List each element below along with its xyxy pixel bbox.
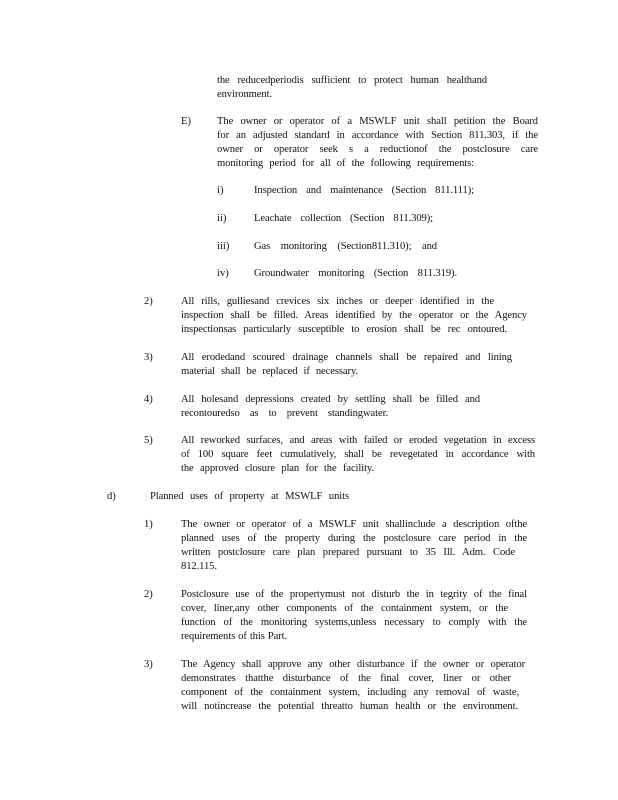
- item-paragraph: [181, 393, 480, 421]
- text-line: demonstrates thatthe disturbance of the final cover, liner or other: [181, 673, 511, 684]
- text-line: the approved closure plan for the facility.: [181, 463, 374, 474]
- text-line: the reducedperiodis sufficient to protect human healthand: [217, 75, 487, 86]
- item-label: 2): [144, 296, 153, 307]
- text-line: environment.: [217, 89, 272, 100]
- text-line: monitoring period for all of the following requirements:: [217, 158, 474, 169]
- item-label: 5): [144, 435, 153, 446]
- item-paragraph: [181, 588, 527, 644]
- text-line: inspection shall be filled. Areas identified by the operator or the Agency: [181, 310, 527, 321]
- text-line: cover, liner,any other components of the containment system, or the: [181, 603, 508, 614]
- text-line: function of the monitoring systems,unless necessary to comply with the: [181, 617, 527, 628]
- text-line: of 100 square feet cumulatively, shall be revegetated in accordance with: [181, 449, 535, 460]
- item-e-paragraph: [217, 115, 538, 171]
- subitem-label: iv): [217, 268, 229, 279]
- text-line: All reworked surfaces, and areas with failed or eroded vegetation in excess: [181, 435, 535, 446]
- subitem-text: Leachate collection (Section 811.309);: [254, 213, 433, 224]
- text-line: inspectionsas particularly susceptible to erosion shall be rec ontoured.: [181, 324, 507, 335]
- text-line: The Agency shall approve any other disturbance if the owner or operator: [181, 659, 525, 670]
- text-line: for an adjusted standard in accordance with Section 811.303, if the: [217, 130, 538, 141]
- text-line: requirements of this Part.: [181, 631, 287, 642]
- subitem-label: ii): [217, 213, 227, 224]
- text-line: 812.115.: [181, 561, 217, 572]
- item-label: 2): [144, 589, 153, 600]
- text-line: The owner or operator of a MSWLF unit shallinclude a description ofthe: [181, 519, 527, 530]
- item-label: 1): [144, 519, 153, 530]
- subitem-text: Gas monitoring (Section811.310); and: [254, 241, 437, 252]
- item-label: 4): [144, 394, 153, 405]
- text-line: will notincrease the potential threatto human health or the environment.: [181, 701, 518, 712]
- subitem-label: iii): [217, 241, 230, 252]
- text-line: material shall be replaced if necessary.: [181, 366, 358, 377]
- text-line: component of the containment system, including any removal of waste,: [181, 687, 519, 698]
- item-paragraph: [181, 295, 527, 337]
- text-line: Postclosure use of the propertymust not disturb the in tegrity of the final: [181, 589, 527, 600]
- intro-paragraph: [217, 74, 487, 102]
- text-line: The owner or operator of a MSWLF unit shall petition the Board: [217, 116, 538, 127]
- item-label: 3): [144, 352, 153, 363]
- text-line: written postclosure care plan prepared pursuant to 35 Ill. Adm. Code: [181, 547, 515, 558]
- item-paragraph: [181, 518, 527, 574]
- subitem-text: Groundwater monitoring (Section 811.319).: [254, 268, 457, 279]
- text-line: owner or operator seek s a reductionof the postclosure care: [217, 144, 538, 155]
- text-line: recontouredso as to prevent standingwater.: [181, 408, 388, 419]
- text-line: All holesand depressions created by settling shall be filled and: [181, 394, 480, 405]
- subitem-label: i): [217, 185, 224, 196]
- subitem-text: Inspection and maintenance (Section 811.111);: [254, 185, 474, 196]
- item-paragraph: [181, 434, 535, 476]
- text-line: planned uses of the property during the postclosure care period in the: [181, 533, 527, 544]
- item-label-e: E): [181, 116, 191, 127]
- section-heading: Planned uses of property at MSWLF units: [150, 491, 349, 502]
- item-paragraph: [181, 351, 512, 379]
- text-line: All erodedand scoured drainage channels shall be repaired and lining: [181, 352, 512, 363]
- item-paragraph: [181, 658, 525, 714]
- text-line: All rills, gulliesand crevices six inches or deeper identified in the: [181, 296, 494, 307]
- item-label: 3): [144, 659, 153, 670]
- section-label-d: d): [107, 491, 116, 502]
